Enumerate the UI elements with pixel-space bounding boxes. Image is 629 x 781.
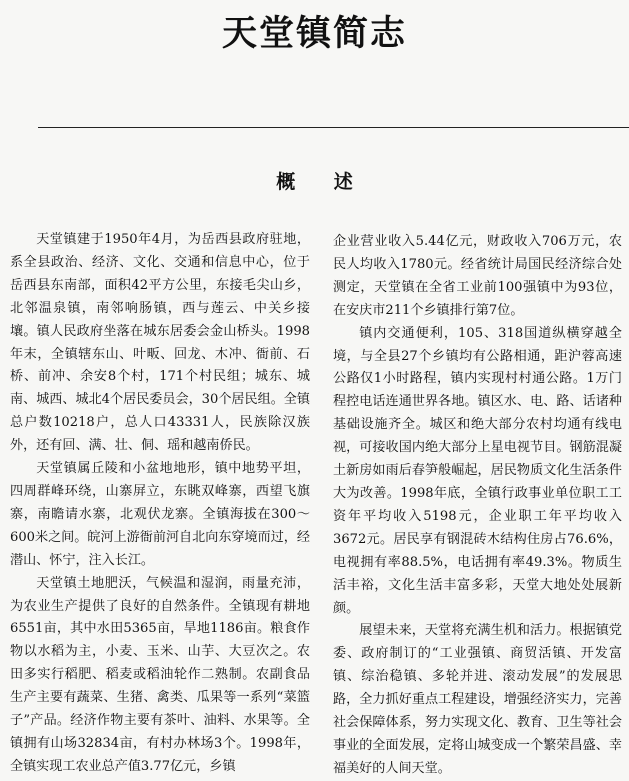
paragraph-agriculture: 天堂镇土地肥沃，气候温和湿润，雨量充沛，为农业生产提供了良好的自然条件。全镇现有耕地6551亩，其中水田5365亩，旱地1186亩。粮食作物以水稻为主，小麦、玉米、山芋、大豆次之。农田多实行稻肥、稻麦或稻油轮作二熟制。农副食品生产主要有蔬菜、生猪、禽类、瓜果等一系列“菜篮子”产品。经济作物主要有茶叶、油料、水果等。全镇拥有山场32834亩，有村办林场3个。1998年，全镇实现工农业总产值3.77亿元，乡镇	[10, 575, 310, 774]
paragraph-agriculture-continued: 企业营业收入5.44亿元，财政收入706万元，农民人均收入1780元。经省统计局国民经济综合处测定，天堂镇在全省工业前100强镇中为93位，在安庆市211个乡镇排行第7位。	[333, 234, 622, 318]
page-title: 天堂镇简志	[221, 13, 407, 54]
right-column	[333, 231, 622, 781]
paragraph-overview: 天堂镇建于1950年4月，为岳西县政府驻地，系全县政治、经济、文化、交通和信息中心，位于岳西县东南部，面积42平方公里，东接毛尖山乡，北邻温泉镇，南邻响肠镇，西与莲云、中关乡接壤。镇人民政府坐落在城东居委会金山桥头。1998年末，全镇辖东山、叶畈、回龙、木冲、衙前、石桥、前冲、余安8个村，171个村民组；城东、城南、城西、城北4个居民委员会，30个居民组。全镇总户数10218户，总人口43331人，民族除汉族外，还有回、满、壮、侗、瑶和越南侨民。	[10, 232, 310, 454]
paragraph-terrain: 天堂镇属丘陵和小盆地地形，镇中地势平坦，四周群峰环绕，山寨屏立，东眺双峰寨，西望飞旗寨，南瞻请水寨，北观伏龙寨。全镇海拔在300～600米之间。皖河上游衙前河自北向东穿境而过，经潜山、怀宁，注入长江。	[10, 461, 310, 568]
paragraph-outlook: 展望未来，天堂将充满生机和活力。根据镇党委、政府制订的“工业强镇、商贸活镇、开发富镇、综治稳镇、多轮并进、滚动发展”的发展思路，全力抓好重点工程建设，增强经济实力，完善社会保障体系，努力实现文化、教育、卫生等社会事业的全面发展，定将山城变成一个繁荣昌盛、幸福美好的人间天堂。	[333, 623, 622, 776]
section-heading: 概 述	[276, 171, 353, 193]
paragraph-transport: 镇内交通便利，105、318国道纵横穿越全境，与全县27个乡镇均有公路相通，距沪蓉高速公路仅1小时路程，镇内实现村村通公路。1万门程控电话连通世界各地。镇区水、电、路、话诸种基础设施齐全。城区和绝大部分农村均通有线电视，可接收国内绝大部分上星电视节目。钢筋混凝土新房如雨后春笋般崛起，居民物质文化生活条件大为改善。1998年底，全镇行政事业单位职工工资年平均收入5198元，企业职工年平均收入3672元。居民享有钢混砖木结构住房占76.6%，电视拥有率88.5%，电话拥有率49.3%。物质生活丰裕，文化生活丰富多彩，天堂大地处处展新颜。	[333, 325, 622, 616]
title-divider	[38, 127, 629, 128]
left-column	[10, 229, 310, 779]
